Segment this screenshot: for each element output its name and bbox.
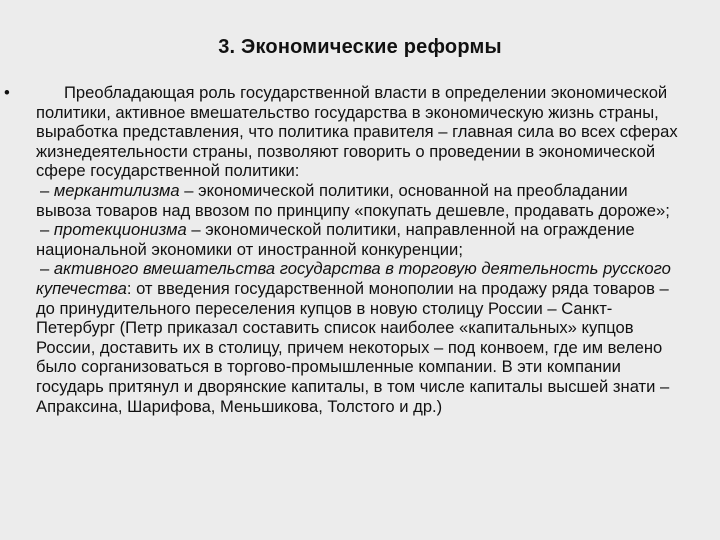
- item-mercantilism: [36, 181, 686, 220]
- item-text: – экономической политики, основанной на преобладании вывоза товаров над ввозом по принципу «покупать дешевле, продавать дороже»;: [36, 180, 670, 220]
- item-term: активного вмешательства государства в торговую деятельность русского купечества: [36, 259, 671, 298]
- item-dash: –: [40, 180, 54, 200]
- item-text: : от введения государственной монополии на продажу ряда товаров – до принудительного переселения купцов в новую столицу России – Санкт-Петербург (Петр приказал составить список наиболее «капитальных» купцов России, доставить их в столицу, причем некоторых – под конвоем, где им велено было сорганизоваться в торгово-промышленные компании. В эти компании государь притянул и дворянские капиталы, в том числе капиталы высшей знати – Апраксина, Шарифова, Меньшикова, Толстого и др.): [36, 278, 670, 416]
- intro-paragraph: Преобладающая роль государственной власти в определении экономической политики, активное вмешательство государства в экономическую жизнь страны, выработка представления, что политика правителя – главная сила во всех сферах жизнедеятельности страны, позволяют говорить о проведении в экономической сфере государственной политики:: [36, 83, 678, 181]
- item-text: – экономической политики, направленной на ограждение национальной экономики от иностранной конкуренции;: [36, 220, 635, 259]
- item-state-intervention: [36, 259, 686, 416]
- slide-body: [36, 83, 686, 416]
- item-term: меркантилизма: [53, 180, 180, 200]
- item-protectionism: [36, 220, 686, 259]
- item-dash: –: [40, 259, 54, 279]
- item-dash: –: [40, 220, 54, 240]
- slide-title: 3. Экономические реформы: [218, 36, 502, 58]
- item-term: протекционизма: [53, 220, 187, 240]
- bullet-marker: •: [4, 83, 10, 102]
